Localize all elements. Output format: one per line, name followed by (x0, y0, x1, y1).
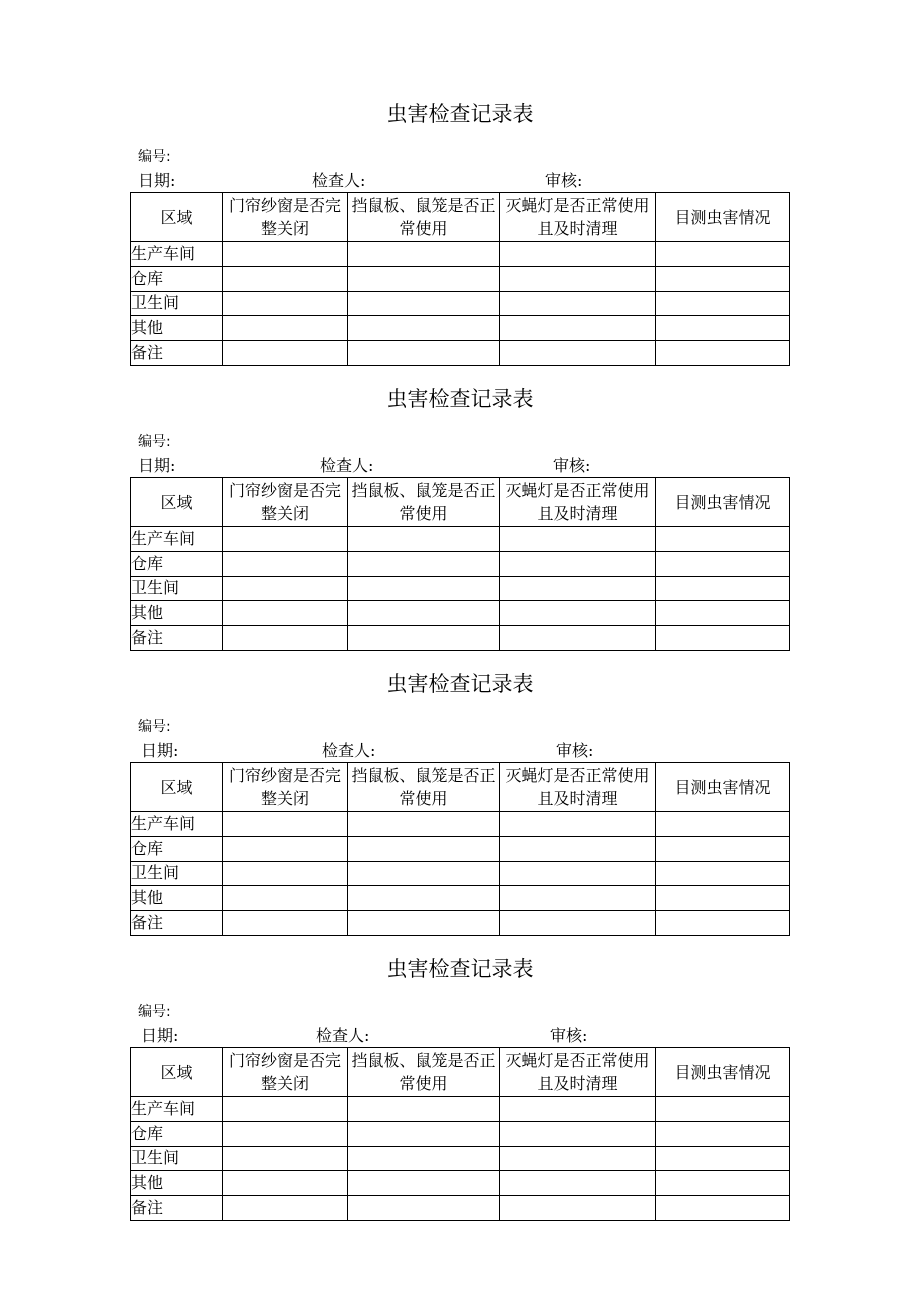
row-label: 其他 (131, 601, 223, 626)
column-header: 挡鼠板、鼠笼是否正常使用 (348, 193, 500, 242)
entry-cell[interactable] (656, 291, 790, 316)
inspector-label: 检查人: (322, 741, 376, 760)
entry-cell[interactable] (223, 266, 348, 291)
entry-cell[interactable] (656, 266, 790, 291)
header-row (131, 478, 790, 527)
entry-cell[interactable] (348, 626, 500, 651)
entry-cell[interactable] (348, 911, 500, 936)
column-header: 门帘纱窗是否完整关闭 (223, 193, 348, 242)
number-label: 编号: (138, 719, 171, 735)
table-row (131, 551, 790, 576)
table-row (131, 316, 790, 341)
table-row (131, 242, 790, 267)
row-label: 生产车间 (131, 812, 223, 837)
reviewer-label: 审核: (550, 1026, 588, 1045)
entry-cell[interactable] (500, 551, 656, 576)
entry-cell[interactable] (500, 1097, 656, 1122)
column-header: 区域 (131, 763, 223, 812)
entry-cell[interactable] (656, 911, 790, 936)
row-label: 卫生间 (131, 576, 223, 601)
entry-cell[interactable] (500, 316, 656, 341)
entry-cell[interactable] (500, 911, 656, 936)
entry-cell[interactable] (500, 601, 656, 626)
table-row (131, 1121, 790, 1146)
entry-cell[interactable] (656, 242, 790, 267)
entry-cell[interactable] (656, 601, 790, 626)
entry-cell[interactable] (223, 242, 348, 267)
row-label: 仓库 (131, 266, 223, 291)
entry-cell[interactable] (348, 1097, 500, 1122)
entry-cell[interactable] (500, 1146, 656, 1171)
table-row (131, 291, 790, 316)
inspector-label: 检查人: (320, 456, 374, 475)
entry-cell[interactable] (223, 601, 348, 626)
row-label: 备注 (131, 911, 223, 936)
column-header: 目测虫害情况 (656, 763, 790, 812)
entry-cell[interactable] (348, 527, 500, 552)
entry-cell[interactable] (223, 316, 348, 341)
table-row (131, 626, 790, 651)
entry-cell[interactable] (656, 1171, 790, 1196)
table-row (131, 836, 790, 861)
entry-cell[interactable] (656, 551, 790, 576)
column-header: 门帘纱窗是否完整关闭 (223, 478, 348, 527)
entry-cell[interactable] (656, 1121, 790, 1146)
date-label: 日期: (138, 456, 176, 475)
entry-cell[interactable] (223, 861, 348, 886)
entry-cell[interactable] (223, 911, 348, 936)
entry-cell[interactable] (223, 527, 348, 552)
header-row (131, 193, 790, 242)
table-row (131, 812, 790, 837)
entry-cell[interactable] (500, 242, 656, 267)
table-row (131, 1171, 790, 1196)
column-header: 灭蝇灯是否正常使用且及时清理 (500, 1048, 656, 1097)
row-label: 仓库 (131, 551, 223, 576)
entry-cell[interactable] (348, 886, 500, 911)
entry-cell[interactable] (500, 291, 656, 316)
entry-cell[interactable] (348, 812, 500, 837)
column-header: 门帘纱窗是否完整关闭 (223, 763, 348, 812)
row-label: 仓库 (131, 836, 223, 861)
form-title: 虫害检查记录表 (386, 672, 534, 696)
entry-cell[interactable] (656, 1196, 790, 1221)
number-label: 编号: (138, 149, 171, 165)
table-row (131, 1196, 790, 1221)
record-table (130, 1047, 790, 1221)
row-label: 生产车间 (131, 242, 223, 267)
entry-cell[interactable] (656, 576, 790, 601)
entry-cell[interactable] (348, 1171, 500, 1196)
entry-cell[interactable] (348, 291, 500, 316)
inspector-label: 检查人: (312, 171, 366, 190)
entry-cell[interactable] (223, 341, 348, 366)
entry-cell[interactable] (348, 601, 500, 626)
table-row (131, 886, 790, 911)
entry-cell[interactable] (656, 812, 790, 837)
column-header: 区域 (131, 1048, 223, 1097)
form-title: 虫害检查记录表 (386, 957, 534, 981)
column-header: 区域 (131, 478, 223, 527)
date-label: 日期: (138, 171, 176, 190)
form-title: 虫害检查记录表 (386, 102, 534, 126)
inspector-label: 检查人: (316, 1026, 370, 1045)
pest-inspection-form (0, 101, 920, 381)
entry-cell[interactable] (656, 1146, 790, 1171)
date-label: 日期: (141, 1026, 179, 1045)
row-label: 其他 (131, 316, 223, 341)
entry-cell[interactable] (500, 1171, 656, 1196)
number-label: 编号: (138, 434, 171, 450)
column-header: 挡鼠板、鼠笼是否正常使用 (348, 1048, 500, 1097)
entry-cell[interactable] (500, 812, 656, 837)
table-row (131, 341, 790, 366)
row-label: 卫生间 (131, 291, 223, 316)
column-header: 挡鼠板、鼠笼是否正常使用 (348, 478, 500, 527)
entry-cell[interactable] (348, 242, 500, 267)
column-header: 挡鼠板、鼠笼是否正常使用 (348, 763, 500, 812)
row-label: 备注 (131, 626, 223, 651)
entry-cell[interactable] (223, 551, 348, 576)
entry-cell[interactable] (500, 886, 656, 911)
table-row (131, 861, 790, 886)
column-header: 目测虫害情况 (656, 1048, 790, 1097)
pest-inspection-form (0, 671, 920, 951)
row-label: 备注 (131, 1196, 223, 1221)
record-table (130, 762, 790, 936)
table-row (131, 1146, 790, 1171)
entry-cell[interactable] (656, 316, 790, 341)
column-header: 门帘纱窗是否完整关闭 (223, 1048, 348, 1097)
entry-cell[interactable] (656, 836, 790, 861)
entry-cell[interactable] (348, 266, 500, 291)
entry-cell[interactable] (348, 1146, 500, 1171)
entry-cell[interactable] (348, 316, 500, 341)
table-row (131, 527, 790, 552)
column-header: 目测虫害情况 (656, 478, 790, 527)
entry-cell[interactable] (500, 576, 656, 601)
entry-cell[interactable] (500, 527, 656, 552)
entry-cell[interactable] (656, 1097, 790, 1122)
entry-cell[interactable] (223, 1196, 348, 1221)
entry-cell[interactable] (500, 1196, 656, 1221)
entry-cell[interactable] (223, 836, 348, 861)
entry-cell[interactable] (223, 576, 348, 601)
header-row (131, 763, 790, 812)
column-header: 区域 (131, 193, 223, 242)
entry-cell[interactable] (500, 836, 656, 861)
form-title: 虫害检查记录表 (386, 387, 534, 411)
row-label: 生产车间 (131, 527, 223, 552)
row-label: 备注 (131, 341, 223, 366)
entry-cell[interactable] (500, 626, 656, 651)
table-row (131, 266, 790, 291)
entry-cell[interactable] (348, 341, 500, 366)
reviewer-label: 审核: (553, 456, 591, 475)
table-row (131, 911, 790, 936)
column-header: 灭蝇灯是否正常使用且及时清理 (500, 193, 656, 242)
row-label: 仓库 (131, 1121, 223, 1146)
reviewer-label: 审核: (545, 171, 583, 190)
row-label: 卫生间 (131, 1146, 223, 1171)
table-row (131, 576, 790, 601)
entry-cell[interactable] (223, 1121, 348, 1146)
column-header: 灭蝇灯是否正常使用且及时清理 (500, 763, 656, 812)
entry-cell[interactable] (656, 861, 790, 886)
entry-cell[interactable] (500, 341, 656, 366)
table-row (131, 1097, 790, 1122)
entry-cell[interactable] (223, 886, 348, 911)
entry-cell[interactable] (500, 1121, 656, 1146)
number-label: 编号: (138, 1004, 171, 1020)
entry-cell[interactable] (348, 576, 500, 601)
entry-cell[interactable] (348, 836, 500, 861)
entry-cell[interactable] (223, 812, 348, 837)
pest-inspection-form (0, 956, 920, 1236)
entry-cell[interactable] (656, 626, 790, 651)
header-row (131, 1048, 790, 1097)
entry-cell[interactable] (223, 291, 348, 316)
row-label: 卫生间 (131, 861, 223, 886)
record-table (130, 192, 790, 366)
reviewer-label: 审核: (556, 741, 594, 760)
pest-inspection-form (0, 386, 920, 666)
table-row (131, 601, 790, 626)
entry-cell[interactable] (223, 626, 348, 651)
entry-cell[interactable] (656, 341, 790, 366)
entry-cell[interactable] (223, 1171, 348, 1196)
entry-cell[interactable] (348, 1196, 500, 1221)
entry-cell[interactable] (348, 861, 500, 886)
column-header: 灭蝇灯是否正常使用且及时清理 (500, 478, 656, 527)
entry-cell[interactable] (656, 527, 790, 552)
date-label: 日期: (141, 741, 179, 760)
record-table (130, 477, 790, 651)
entry-cell[interactable] (500, 266, 656, 291)
row-label: 生产车间 (131, 1097, 223, 1122)
row-label: 其他 (131, 886, 223, 911)
entry-cell[interactable] (348, 1121, 500, 1146)
entry-cell[interactable] (348, 551, 500, 576)
entry-cell[interactable] (223, 1097, 348, 1122)
entry-cell[interactable] (500, 861, 656, 886)
entry-cell[interactable] (656, 886, 790, 911)
entry-cell[interactable] (223, 1146, 348, 1171)
row-label: 其他 (131, 1171, 223, 1196)
column-header: 目测虫害情况 (656, 193, 790, 242)
